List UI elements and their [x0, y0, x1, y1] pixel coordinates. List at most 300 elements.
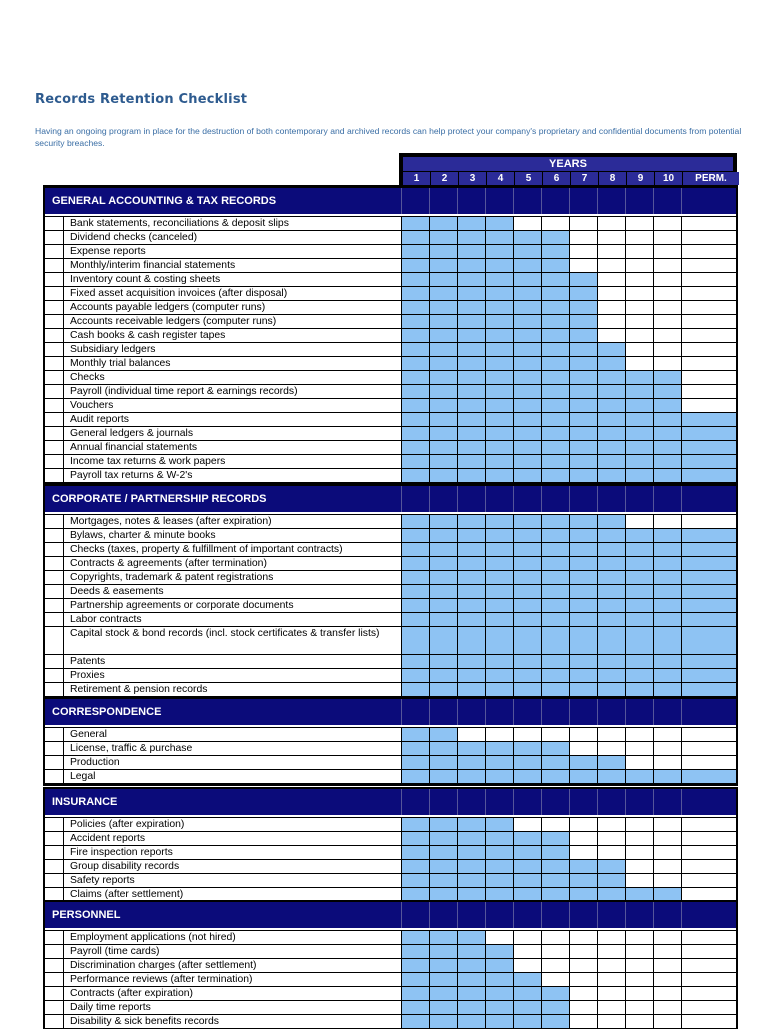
retention-cell-filled	[625, 427, 653, 440]
retention-cell-filled	[541, 987, 569, 1000]
retention-cell-filled	[457, 846, 485, 859]
row-checkbox[interactable]	[45, 301, 64, 315]
record-type-label: Contracts & agreements (after termination)	[70, 558, 267, 569]
retention-cell-filled	[541, 557, 569, 570]
header-cell	[597, 902, 625, 928]
record-type-label: Policies (after expiration)	[70, 819, 185, 830]
retention-cell-filled	[681, 571, 738, 584]
retention-cell-filled	[653, 627, 681, 654]
retention-cell-filled	[485, 245, 513, 258]
retention-cell-filled	[429, 613, 457, 626]
row-checkbox[interactable]	[45, 371, 64, 385]
retention-cell-empty	[681, 1001, 738, 1014]
table-row	[45, 860, 736, 874]
retention-cell-filled	[401, 874, 429, 887]
retention-cell-filled	[569, 860, 597, 873]
retention-cell-filled	[485, 529, 513, 542]
retention-cell-filled	[513, 1001, 541, 1014]
retention-cell-empty	[625, 818, 653, 831]
row-checkbox[interactable]	[45, 557, 64, 571]
record-type-label: Checks (taxes, property & fulfillment of important contracts)	[70, 544, 343, 555]
retention-cell-empty	[681, 515, 738, 528]
retention-cell-empty	[681, 399, 738, 412]
retention-cell-empty	[653, 245, 681, 258]
header-cell	[485, 699, 513, 725]
retention-cell-filled	[653, 599, 681, 612]
row-checkbox[interactable]	[45, 655, 64, 669]
record-type-label: Disability & sick benefits records	[70, 1016, 219, 1027]
table-row	[45, 469, 736, 483]
table-row	[45, 818, 736, 832]
header-cell	[653, 699, 681, 725]
record-type-label: Bylaws, charter & minute books	[70, 530, 216, 541]
row-checkbox[interactable]	[45, 1001, 64, 1015]
table-row	[45, 613, 736, 627]
year-column-10: 10	[655, 172, 682, 185]
table-row	[45, 287, 736, 301]
retention-cell-filled	[429, 427, 457, 440]
retention-cell-filled	[429, 770, 457, 783]
table-row	[45, 273, 736, 287]
row-checkbox[interactable]	[45, 427, 64, 441]
retention-cell-filled	[513, 683, 541, 696]
table-row	[45, 259, 736, 273]
retention-cell-filled	[541, 585, 569, 598]
row-checkbox[interactable]	[45, 315, 64, 329]
retention-cell-filled	[513, 385, 541, 398]
table-row	[45, 742, 736, 756]
table-row	[45, 329, 736, 343]
retention-cell-empty	[625, 959, 653, 972]
retention-cell-empty	[597, 728, 625, 741]
record-type-label: Checks	[70, 372, 105, 383]
retention-cell-filled	[681, 770, 738, 783]
row-checkbox[interactable]	[45, 357, 64, 371]
retention-cell-empty	[681, 301, 738, 314]
row-checkbox[interactable]	[45, 987, 64, 1001]
retention-cell-empty	[625, 343, 653, 356]
retention-cell-filled	[569, 315, 597, 328]
retention-cell-filled	[401, 683, 429, 696]
row-checkbox[interactable]	[45, 860, 64, 874]
header-cell	[457, 486, 485, 512]
retention-cell-empty	[513, 931, 541, 944]
retention-cell-filled	[513, 441, 541, 454]
retention-cell-empty	[569, 259, 597, 272]
retention-cell-filled	[457, 441, 485, 454]
retention-cell-filled	[429, 959, 457, 972]
retention-cell-filled	[597, 515, 625, 528]
retention-cell-filled	[457, 627, 485, 654]
retention-cell-filled	[401, 860, 429, 873]
retention-cell-filled	[401, 945, 429, 958]
row-checkbox[interactable]	[45, 959, 64, 973]
retention-cell-filled	[513, 1015, 541, 1028]
row-checkbox[interactable]	[45, 728, 64, 742]
row-checkbox[interactable]	[45, 931, 64, 945]
retention-cell-empty	[625, 973, 653, 986]
retention-cell-empty	[541, 931, 569, 944]
row-checkbox[interactable]	[45, 245, 64, 259]
header-cell	[597, 699, 625, 725]
retention-cell-filled	[485, 557, 513, 570]
retention-cell-filled	[457, 529, 485, 542]
table-row	[45, 571, 736, 585]
retention-cell-filled	[401, 427, 429, 440]
year-column-11: PERM.	[683, 172, 739, 185]
header-cell	[513, 188, 541, 214]
retention-cell-empty	[569, 231, 597, 244]
retention-cell-filled	[597, 357, 625, 370]
retention-cell-empty	[653, 987, 681, 1000]
retention-cell-empty	[653, 357, 681, 370]
row-checkbox[interactable]	[45, 571, 64, 585]
row-checkbox[interactable]	[45, 231, 64, 245]
section-header	[45, 789, 736, 815]
retention-cell-filled	[401, 959, 429, 972]
row-checkbox[interactable]	[45, 529, 64, 543]
row-checkbox[interactable]	[45, 543, 64, 557]
retention-cell-filled	[597, 413, 625, 426]
table-row	[45, 599, 736, 613]
retention-cell-filled	[513, 973, 541, 986]
retention-cell-empty	[681, 385, 738, 398]
retention-cell-filled	[429, 273, 457, 286]
row-checkbox[interactable]	[45, 818, 64, 832]
header-cell	[681, 188, 738, 214]
retention-cell-filled	[429, 846, 457, 859]
retention-cell-filled	[457, 455, 485, 468]
header-cell	[653, 486, 681, 512]
header-cell	[653, 902, 681, 928]
retention-cell-filled	[569, 874, 597, 887]
retention-cell-filled	[541, 245, 569, 258]
retention-cell-filled	[513, 357, 541, 370]
retention-cell-filled	[429, 259, 457, 272]
retention-cell-filled	[625, 655, 653, 668]
retention-cell-filled	[541, 599, 569, 612]
retention-cell-empty	[597, 1015, 625, 1028]
retention-cell-filled	[513, 529, 541, 542]
record-type-label: Employment applications (not hired)	[70, 932, 236, 943]
retention-cell-filled	[541, 441, 569, 454]
retention-cell-empty	[513, 818, 541, 831]
row-checkbox[interactable]	[45, 742, 64, 756]
retention-cell-empty	[625, 742, 653, 755]
row-checkbox[interactable]	[45, 683, 64, 697]
retention-cell-empty	[513, 217, 541, 230]
row-checkbox[interactable]	[45, 1015, 64, 1029]
retention-cell-filled	[681, 441, 738, 454]
retention-cell-empty	[653, 973, 681, 986]
retention-cell-filled	[457, 329, 485, 342]
retention-cell-filled	[429, 371, 457, 384]
retention-cell-filled	[457, 571, 485, 584]
retention-cell-filled	[401, 357, 429, 370]
retention-cell-filled	[513, 832, 541, 845]
year-column-5: 5	[515, 172, 542, 185]
table-row	[45, 683, 736, 697]
retention-cell-filled	[597, 770, 625, 783]
retention-cell-filled	[401, 455, 429, 468]
retention-cell-filled	[457, 543, 485, 556]
row-checkbox[interactable]	[45, 973, 64, 987]
retention-cell-filled	[569, 557, 597, 570]
retention-cell-filled	[597, 627, 625, 654]
retention-cell-filled	[541, 371, 569, 384]
retention-cell-filled	[597, 441, 625, 454]
retention-cell-filled	[485, 846, 513, 859]
retention-cell-empty	[625, 245, 653, 258]
header-cell	[541, 789, 569, 815]
year-column-9: 9	[627, 172, 654, 185]
retention-cell-filled	[485, 613, 513, 626]
retention-cell-filled	[625, 469, 653, 482]
row-checkbox[interactable]	[45, 469, 64, 483]
retention-cell-filled	[429, 329, 457, 342]
retention-cell-filled	[457, 427, 485, 440]
retention-cell-filled	[569, 441, 597, 454]
record-type-label: Monthly trial balances	[70, 358, 171, 369]
table-row	[45, 585, 736, 599]
row-checkbox[interactable]	[45, 287, 64, 301]
retention-cell-filled	[457, 413, 485, 426]
retention-cell-filled	[401, 669, 429, 682]
header-cell	[681, 486, 738, 512]
retention-cell-filled	[485, 441, 513, 454]
retention-cell-empty	[681, 959, 738, 972]
retention-cell-filled	[653, 770, 681, 783]
retention-cell-filled	[513, 599, 541, 612]
retention-cell-filled	[485, 469, 513, 482]
year-column-3: 3	[459, 172, 486, 185]
retention-cell-empty	[681, 728, 738, 741]
retention-cell-filled	[653, 413, 681, 426]
retention-cell-filled	[625, 557, 653, 570]
retention-cell-empty	[625, 1015, 653, 1028]
retention-cell-empty	[681, 329, 738, 342]
retention-cell-filled	[541, 343, 569, 356]
retention-cell-empty	[597, 959, 625, 972]
row-checkbox[interactable]	[45, 945, 64, 959]
retention-cell-empty	[597, 973, 625, 986]
row-checkbox[interactable]	[45, 599, 64, 613]
row-checkbox[interactable]	[45, 846, 64, 860]
retention-cell-filled	[429, 655, 457, 668]
row-checkbox[interactable]	[45, 259, 64, 273]
header-cell	[513, 699, 541, 725]
retention-cell-filled	[513, 571, 541, 584]
retention-cell-filled	[597, 860, 625, 873]
retention-cell-filled	[485, 627, 513, 654]
retention-cell-filled	[569, 273, 597, 286]
retention-cell-empty	[569, 742, 597, 755]
row-checkbox[interactable]	[45, 756, 64, 770]
retention-cell-filled	[429, 860, 457, 873]
retention-cell-filled	[625, 529, 653, 542]
row-checkbox[interactable]	[45, 874, 64, 888]
retention-cell-empty	[625, 1001, 653, 1014]
retention-cell-filled	[569, 455, 597, 468]
section-3	[43, 697, 738, 786]
row-checkbox[interactable]	[45, 343, 64, 357]
row-checkbox[interactable]	[45, 441, 64, 455]
retention-cell-empty	[597, 245, 625, 258]
retention-cell-filled	[485, 515, 513, 528]
row-checkbox[interactable]	[45, 627, 64, 655]
record-type-label: Fire inspection reports	[70, 847, 173, 858]
row-checkbox[interactable]	[45, 399, 64, 413]
row-checkbox[interactable]	[45, 413, 64, 427]
retention-cell-filled	[597, 683, 625, 696]
retention-cell-filled	[681, 669, 738, 682]
retention-cell-empty	[653, 1015, 681, 1028]
retention-cell-filled	[429, 987, 457, 1000]
retention-cell-filled	[597, 343, 625, 356]
record-type-label: Contracts (after expiration)	[70, 988, 194, 999]
header-cell	[457, 902, 485, 928]
retention-cell-filled	[401, 259, 429, 272]
record-type-label: Bank statements, reconciliations & deposit slips	[70, 218, 289, 229]
row-checkbox[interactable]	[45, 613, 64, 627]
retention-cell-empty	[653, 846, 681, 859]
row-checkbox[interactable]	[45, 669, 64, 683]
retention-cell-filled	[513, 860, 541, 873]
retention-cell-filled	[485, 669, 513, 682]
retention-cell-filled	[401, 627, 429, 654]
retention-cell-filled	[457, 973, 485, 986]
retention-cell-filled	[429, 683, 457, 696]
header-cell	[429, 789, 457, 815]
retention-cell-filled	[429, 818, 457, 831]
header-cell	[401, 188, 429, 214]
table-row	[45, 945, 736, 959]
retention-cell-filled	[569, 529, 597, 542]
retention-cell-filled	[513, 543, 541, 556]
retention-cell-filled	[569, 427, 597, 440]
retention-cell-empty	[653, 931, 681, 944]
retention-cell-filled	[541, 329, 569, 342]
record-type-label: Subsidiary ledgers	[70, 344, 156, 355]
record-type-label: Partnership agreements or corporate documents	[70, 600, 294, 611]
retention-cell-empty	[625, 931, 653, 944]
retention-cell-filled	[485, 315, 513, 328]
retention-cell-filled	[485, 543, 513, 556]
retention-cell-filled	[457, 931, 485, 944]
retention-cell-filled	[569, 385, 597, 398]
retention-cell-filled	[429, 455, 457, 468]
row-checkbox[interactable]	[45, 585, 64, 599]
retention-cell-filled	[653, 669, 681, 682]
row-checkbox[interactable]	[45, 273, 64, 287]
retention-cell-filled	[513, 627, 541, 654]
retention-cell-filled	[541, 683, 569, 696]
retention-cell-filled	[401, 245, 429, 258]
retention-cell-empty	[597, 329, 625, 342]
retention-cell-filled	[513, 756, 541, 769]
row-checkbox[interactable]	[45, 217, 64, 231]
retention-cell-filled	[401, 756, 429, 769]
retention-cell-filled	[541, 1001, 569, 1014]
header-cell	[457, 789, 485, 815]
retention-cell-filled	[429, 1001, 457, 1014]
retention-cell-filled	[485, 287, 513, 300]
retention-cell-filled	[429, 469, 457, 482]
header-cell	[429, 902, 457, 928]
row-checkbox[interactable]	[45, 455, 64, 469]
retention-cell-empty	[597, 301, 625, 314]
retention-cell-filled	[401, 742, 429, 755]
retention-cell-filled	[541, 427, 569, 440]
retention-cell-filled	[401, 413, 429, 426]
retention-cell-filled	[401, 599, 429, 612]
header-cell	[401, 902, 429, 928]
row-checkbox[interactable]	[45, 385, 64, 399]
retention-cell-empty	[625, 728, 653, 741]
retention-cell-filled	[429, 357, 457, 370]
row-checkbox[interactable]	[45, 832, 64, 846]
retention-cell-empty	[625, 357, 653, 370]
section-title: GENERAL ACCOUNTING & TAX RECORDS	[52, 195, 277, 207]
retention-cell-empty	[597, 818, 625, 831]
retention-cell-filled	[541, 273, 569, 286]
retention-cell-filled	[569, 515, 597, 528]
retention-cell-filled	[401, 287, 429, 300]
retention-cell-filled	[625, 683, 653, 696]
header-cell	[597, 486, 625, 512]
retention-cell-filled	[569, 543, 597, 556]
retention-cell-empty	[625, 217, 653, 230]
retention-cell-filled	[625, 627, 653, 654]
retention-cell-filled	[457, 818, 485, 831]
retention-cell-filled	[401, 343, 429, 356]
intro-text: Having an ongoing program in place for the destruction of both contemporary and archived records can help protect your company's proprietary and confidential documents from potential security breaches.	[35, 126, 742, 148]
table-row	[45, 655, 736, 669]
row-checkbox[interactable]	[45, 329, 64, 343]
header-cell	[653, 188, 681, 214]
retention-cell-filled	[457, 245, 485, 258]
retention-cell-empty	[625, 756, 653, 769]
retention-cell-filled	[653, 683, 681, 696]
retention-cell-filled	[597, 585, 625, 598]
retention-cell-filled	[457, 557, 485, 570]
retention-cell-filled	[485, 874, 513, 887]
retention-cell-empty	[597, 1001, 625, 1014]
retention-cell-filled	[401, 329, 429, 342]
header-cell	[597, 188, 625, 214]
retention-cell-filled	[485, 427, 513, 440]
retention-cell-filled	[429, 585, 457, 598]
retention-cell-filled	[485, 301, 513, 314]
retention-cell-filled	[429, 1015, 457, 1028]
row-checkbox[interactable]	[45, 515, 64, 529]
retention-cell-filled	[401, 613, 429, 626]
header-cell	[625, 699, 653, 725]
row-checkbox[interactable]	[45, 770, 64, 784]
retention-cell-filled	[597, 371, 625, 384]
section-4	[43, 787, 738, 904]
retention-cell-empty	[653, 832, 681, 845]
retention-cell-empty	[625, 846, 653, 859]
retention-cell-empty	[513, 945, 541, 958]
retention-cell-filled	[597, 529, 625, 542]
retention-cell-filled	[485, 959, 513, 972]
table-row	[45, 846, 736, 860]
header-cell	[485, 486, 513, 512]
record-type-label: Legal	[70, 771, 96, 782]
header-cell	[513, 902, 541, 928]
retention-cell-filled	[457, 585, 485, 598]
